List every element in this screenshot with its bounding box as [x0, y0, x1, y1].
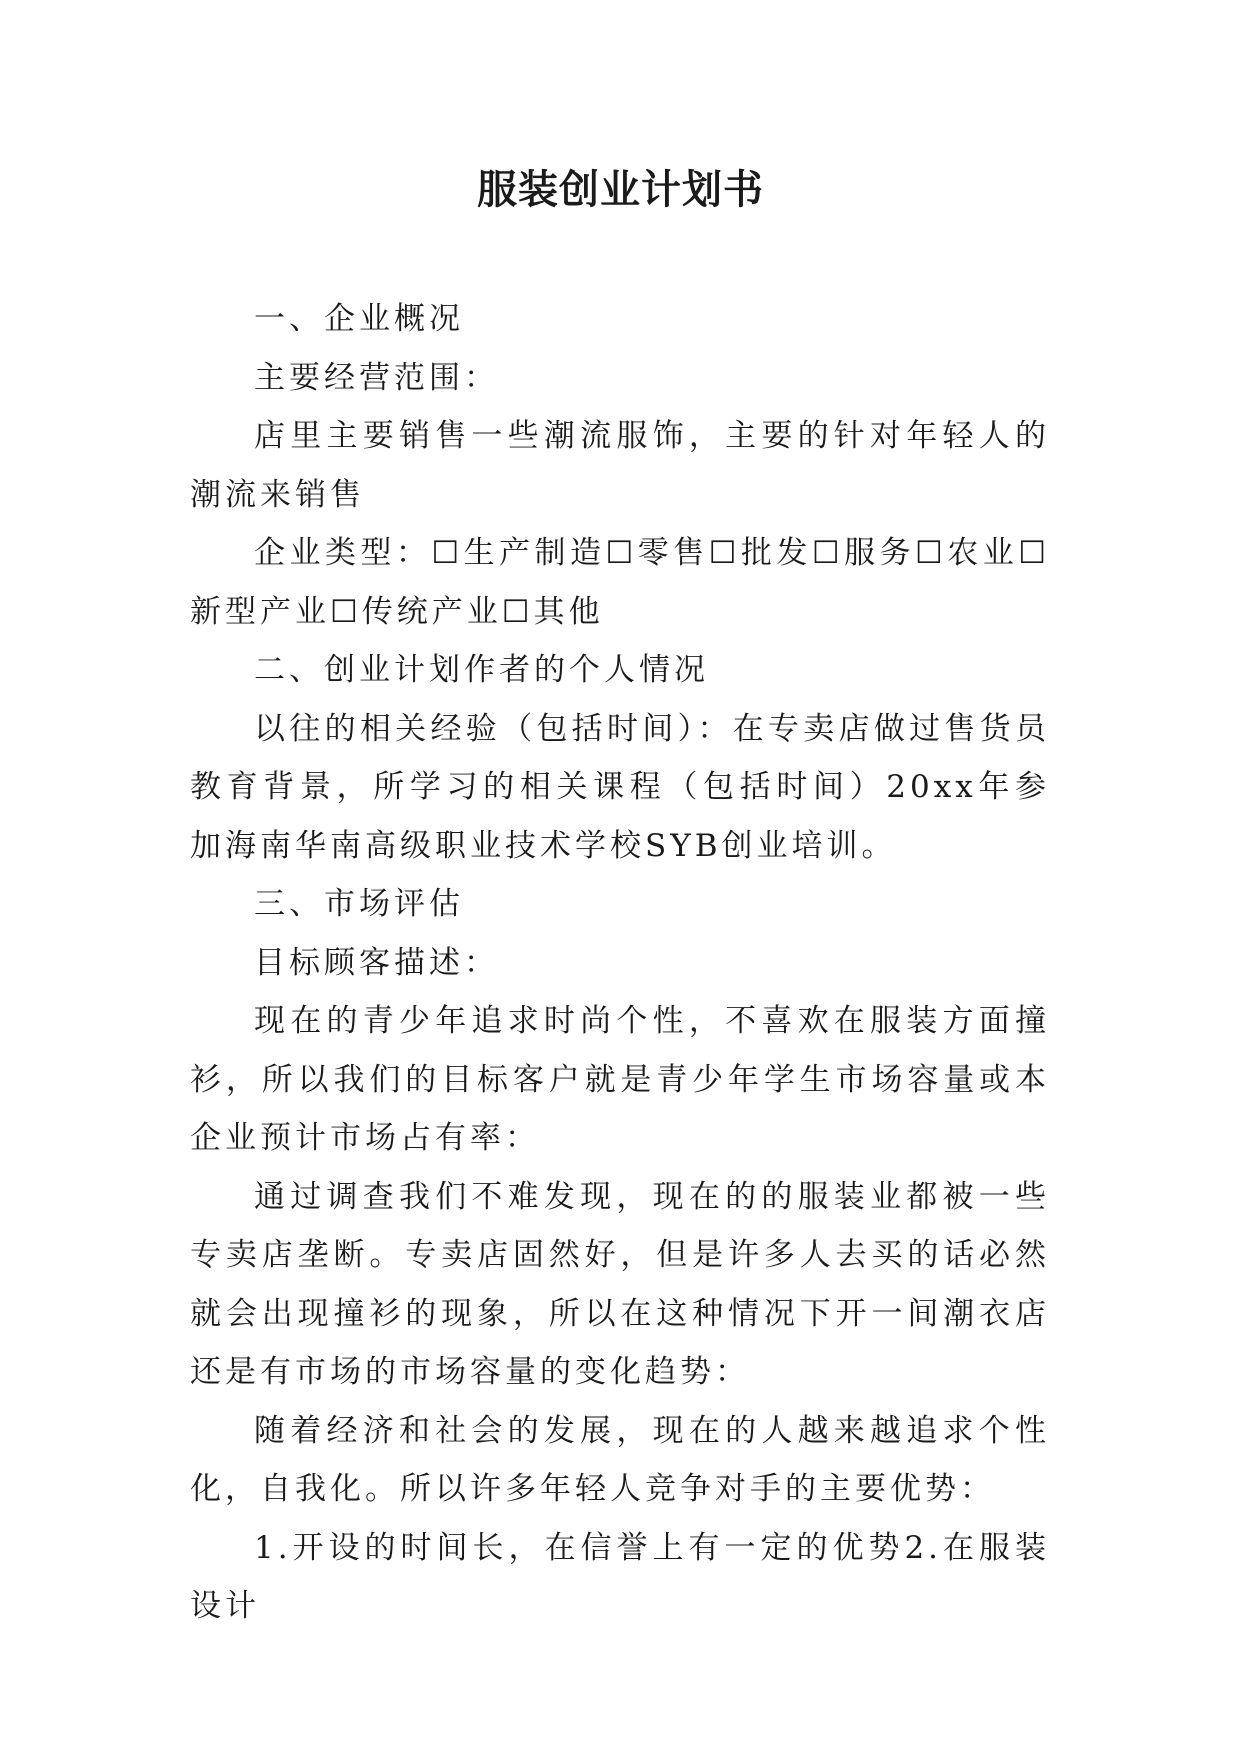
document-body [190, 290, 1050, 1636]
section-heading-author: 二、创业计划作者的个人情况 [254, 652, 709, 688]
market-survey-text: 通过调查我们不难发现，现在的的服装业都被一些专卖店垄断。专卖店固然好，但是许多人去买的话必然就会出现撞衫的现象，所以在这种情况下开一间潮衣店还是有市场的市场容量的变化趋势： [190, 1178, 1050, 1390]
target-customer-label: 目标顾客描述： [254, 944, 499, 981]
experience-text: 以往的相关经验（包括时间）：在专卖店做过售货员教育背景，所学习的相关课程（包括时间）20xx年参加海南华南高级职业技术学校SYB创业培训。 [190, 710, 1050, 864]
business-scope-label: 主要经营范围： [254, 359, 499, 396]
section-heading-overview: 一、企业概况 [254, 301, 464, 337]
competitor-advantage-text: 1.开设的时间长，在信誉上有一定的优势2.在服装设计 [190, 1529, 1050, 1624]
section-heading-market: 三、市场评估 [254, 886, 464, 922]
target-customer-text: 现在的青少年追求时尚个性，不喜欢在服装方面撞衫，所以我们的目标客户就是青少年学生市场容量或本企业预计市场占有率： [190, 1003, 1050, 1156]
market-trend-text: 随着经济和社会的发展，现在的人越来越追求个性化，自我化。所以许多年轻人竞争对手的主要优势： [190, 1412, 1050, 1507]
document-title: 服装创业计划书 [477, 167, 764, 213]
enterprise-type-text: 企业类型：☐生产制造☐零售☐批发☐服务☐农业☐新型产业☐传统产业☐其他 [190, 535, 1050, 630]
business-scope-text: 店里主要销售一些潮流服饰，主要的针对年轻人的潮流来销售 [190, 418, 1050, 513]
